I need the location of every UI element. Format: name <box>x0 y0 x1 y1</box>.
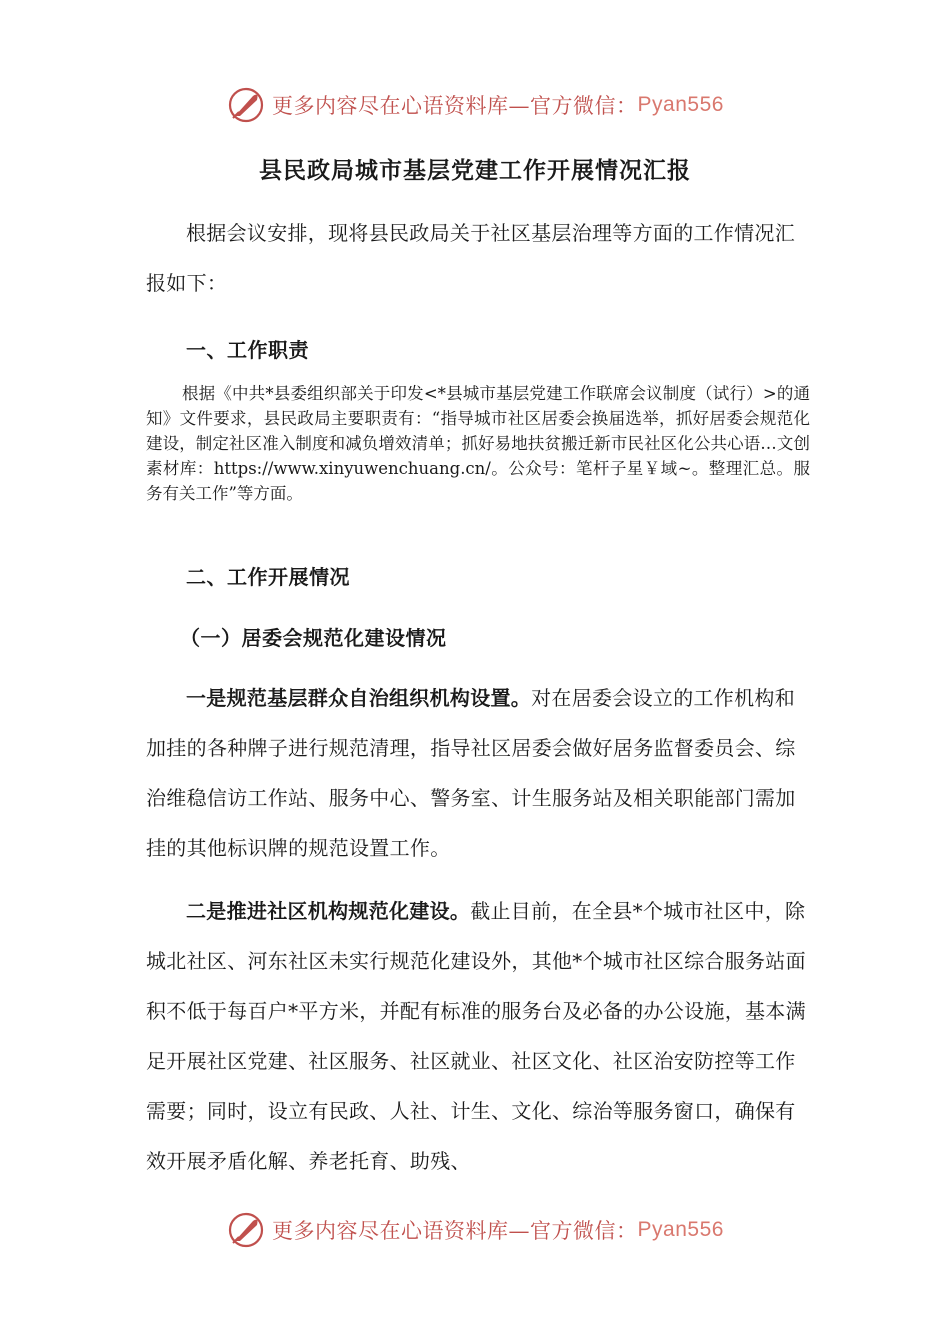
section-1-body: 根据《中共*县委组织部关于印发<*县城市基层党建工作联席会议制度（试行）>的通知》文件要求，县民政局主要职责有：“指导城市社区居委会换届选举，抓好居委会规范化建设，制定社区准入制度和减负增效清单；抓好易地扶贫搬迁新市民社区化公共心语…文创素材库：https://www.xinyuwenchuang.cn/。公众号：笔杆子星￥域~。整理汇总。服务有关工作”等方面。 <box>146 384 810 503</box>
document-title: 县民政局城市基层党建工作开展情况汇报 <box>259 158 691 184</box>
paragraph-2-lead: 二是推进社区机构规范化建设。 <box>186 899 471 923</box>
paragraph-2-text: 截止目前，在全县*个城市社区中，除城北社区、河东社区未实行规范化建设外，其他*个城市社区综合服务站面积不低于每百户*平方米，并配有标准的服务台及必备的办公设施，基本满足开展社区党建、社区服务、社区就业、社区文化、社区治安防控等工作需要；同时，设立有民政、人社、计生、文化、综治等服务窗口，确保有效开展矛盾化解、养老托育、助残、 <box>146 899 806 1173</box>
watermark-wechat-id: Pyan556 <box>637 1218 724 1241</box>
subsection-1-heading: （一）居委会规范化建设情况 <box>180 626 447 650</box>
watermark-text: 更多内容尽在心语资料库—官方微信： <box>272 1219 638 1243</box>
intro-paragraph: 根据会议安排，现将县民政局关于社区基层治理等方面的工作情况汇报如下： <box>146 221 795 295</box>
watermark-text: 更多内容尽在心语资料库—官方微信： <box>272 94 638 118</box>
paragraph-1-text: 对在居委会设立的工作机构和加挂的各种牌子进行规范清理，指导社区居委会做好居务监督委员会、综治维稳信访工作站、服务中心、警务室、计生服务站及相关职能部门需加挂的其他标识牌的规范设置工作。 <box>146 686 796 860</box>
section-2-heading: 二、工作开展情况 <box>186 565 350 589</box>
watermark-banner-top <box>0 80 950 130</box>
quill-pen-logo-icon <box>226 85 266 125</box>
paragraph-2 <box>146 886 806 1186</box>
section-1-heading: 一、工作职责 <box>186 338 309 362</box>
paragraph-1-lead: 一是规范基层群众自治组织机构设置。 <box>186 686 532 710</box>
quill-pen-logo-icon <box>226 1210 266 1250</box>
paragraph-1 <box>146 673 806 873</box>
watermark-wechat-id: Pyan556 <box>637 93 724 116</box>
watermark-banner-bottom <box>0 1205 950 1255</box>
